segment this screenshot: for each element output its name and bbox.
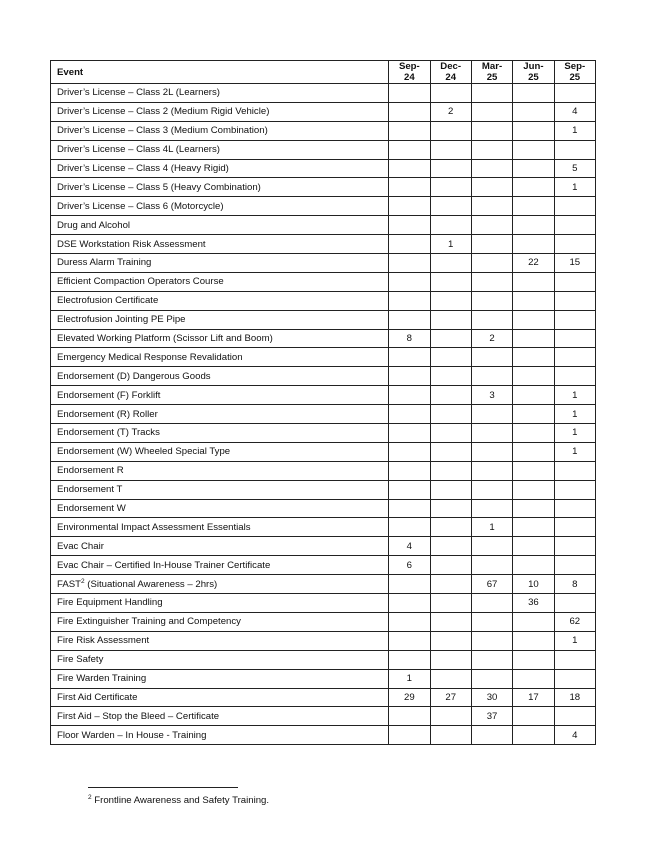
event-cell — [51, 707, 389, 726]
count-cell-jun-25 — [513, 348, 554, 367]
count-cell-mar-25 — [471, 612, 512, 631]
count-cell-sep-25 — [554, 140, 595, 159]
count-cell-jun-25 — [513, 461, 554, 480]
event-cell — [51, 480, 389, 499]
count-cell-sep-24 — [389, 197, 430, 216]
count-cell-dec-24 — [430, 575, 471, 594]
count-cell-sep-24: 8 — [389, 329, 430, 348]
count-cell-sep-24 — [389, 650, 430, 669]
count-cell-dec-24 — [430, 631, 471, 650]
count-cell-sep-25 — [554, 329, 595, 348]
count-cell-jun-25 — [513, 556, 554, 575]
count-cell-sep-24 — [389, 121, 430, 140]
count-cell-dec-24 — [430, 159, 471, 178]
count-cell-mar-25 — [471, 367, 512, 386]
count-cell-mar-25 — [471, 405, 512, 424]
table-row — [51, 140, 596, 159]
event-name: Efficient Compaction Operators Course — [57, 276, 224, 288]
count-cell-sep-25: 1 — [554, 631, 595, 650]
count-cell-dec-24 — [430, 461, 471, 480]
count-cell-dec-24 — [430, 556, 471, 575]
count-cell-sep-24 — [389, 159, 430, 178]
event-name: First Aid Certificate — [57, 691, 138, 703]
count-cell-sep-25 — [554, 537, 595, 556]
count-cell-mar-25 — [471, 197, 512, 216]
count-cell-sep-25 — [554, 367, 595, 386]
count-cell-sep-24: 4 — [389, 537, 430, 556]
count-cell-dec-24 — [430, 424, 471, 443]
count-cell-dec-24 — [430, 480, 471, 499]
table-row — [51, 537, 596, 556]
table-row — [51, 480, 596, 499]
event-cell — [51, 612, 389, 631]
count-cell-sep-25 — [554, 348, 595, 367]
count-cell-sep-24 — [389, 726, 430, 745]
count-cell-sep-24 — [389, 518, 430, 537]
event-cell — [51, 442, 389, 461]
event-cell — [51, 688, 389, 707]
table-row — [51, 329, 596, 348]
count-cell-jun-25 — [513, 669, 554, 688]
count-cell-sep-24 — [389, 348, 430, 367]
event-name: Driver’s License – Class 2L (Learners) — [57, 87, 220, 99]
count-cell-mar-25 — [471, 348, 512, 367]
event-cell — [51, 329, 389, 348]
count-cell-sep-24 — [389, 254, 430, 273]
event-cell — [51, 159, 389, 178]
count-cell-mar-25: 30 — [471, 688, 512, 707]
count-cell-jun-25 — [513, 480, 554, 499]
count-cell-jun-25 — [513, 102, 554, 121]
count-cell-sep-24 — [389, 575, 430, 594]
count-cell-sep-24: 29 — [389, 688, 430, 707]
table-row — [51, 291, 596, 310]
count-cell-jun-25 — [513, 140, 554, 159]
count-cell-dec-24 — [430, 348, 471, 367]
footnote-marker: 2 — [88, 793, 92, 801]
event-cell — [51, 556, 389, 575]
count-cell-jun-25 — [513, 235, 554, 254]
count-cell-jun-25 — [513, 310, 554, 329]
event-cell — [51, 669, 389, 688]
event-name: Elevated Working Platform (Scissor Lift and Boom) — [57, 333, 273, 345]
event-name: Endorsement (T) Tracks — [57, 427, 160, 439]
count-cell-mar-25 — [471, 140, 512, 159]
event-cell — [51, 254, 389, 273]
table-row — [51, 84, 596, 103]
table-row — [51, 707, 596, 726]
count-cell-jun-25 — [513, 405, 554, 424]
table-row — [51, 650, 596, 669]
count-cell-mar-25: 3 — [471, 386, 512, 405]
count-cell-jun-25 — [513, 329, 554, 348]
count-cell-mar-25 — [471, 254, 512, 273]
count-cell-sep-25 — [554, 197, 595, 216]
count-cell-mar-25: 1 — [471, 518, 512, 537]
count-cell-sep-24 — [389, 424, 430, 443]
event-name: Evac Chair – Certified In-House Trainer Certificate — [57, 559, 271, 571]
count-cell-sep-24 — [389, 612, 430, 631]
event-name: Environmental Impact Assessment Essentials — [57, 521, 251, 533]
event-cell — [51, 310, 389, 329]
count-cell-mar-25 — [471, 159, 512, 178]
count-cell-jun-25 — [513, 518, 554, 537]
table-row — [51, 612, 596, 631]
count-cell-mar-25 — [471, 726, 512, 745]
event-cell — [51, 537, 389, 556]
footnote-separator — [88, 787, 238, 788]
table-row — [51, 235, 596, 254]
count-cell-jun-25 — [513, 726, 554, 745]
event-cell — [51, 499, 389, 518]
table-row — [51, 594, 596, 613]
count-cell-mar-25 — [471, 556, 512, 575]
table-row — [51, 442, 596, 461]
count-cell-sep-24 — [389, 594, 430, 613]
count-cell-dec-24: 27 — [430, 688, 471, 707]
table-row — [51, 424, 596, 443]
count-cell-jun-25 — [513, 159, 554, 178]
count-cell-sep-24 — [389, 367, 430, 386]
count-cell-dec-24 — [430, 612, 471, 631]
count-cell-sep-24 — [389, 405, 430, 424]
event-name-suffix: (Situational Awareness – 2hrs) — [84, 578, 218, 590]
count-cell-sep-25 — [554, 461, 595, 480]
event-name: Endorsement (D) Dangerous Goods — [57, 370, 211, 382]
count-cell-dec-24 — [430, 367, 471, 386]
event-name: Drug and Alcohol — [57, 219, 131, 231]
count-cell-sep-25: 4 — [554, 102, 595, 121]
count-cell-sep-24 — [389, 707, 430, 726]
count-cell-sep-24 — [389, 461, 430, 480]
count-cell-mar-25 — [471, 102, 512, 121]
count-cell-sep-25 — [554, 480, 595, 499]
header-event: Event — [51, 61, 389, 84]
event-cell — [51, 121, 389, 140]
table-row — [51, 310, 596, 329]
event-name: First Aid – Stop the Bleed – Certificate — [57, 710, 220, 722]
count-cell-dec-24 — [430, 291, 471, 310]
count-cell-dec-24 — [430, 254, 471, 273]
count-cell-dec-24 — [430, 140, 471, 159]
event-cell — [51, 178, 389, 197]
event-cell — [51, 424, 389, 443]
event-cell — [51, 84, 389, 103]
event-name: Electrofusion Certificate — [57, 295, 159, 307]
event-cell — [51, 650, 389, 669]
count-cell-mar-25 — [471, 461, 512, 480]
count-cell-mar-25 — [471, 178, 512, 197]
count-cell-jun-25: 17 — [513, 688, 554, 707]
footnote-ref: 2 — [81, 577, 85, 585]
count-cell-mar-25 — [471, 480, 512, 499]
count-cell-sep-24 — [389, 178, 430, 197]
count-cell-jun-25 — [513, 537, 554, 556]
count-cell-sep-24 — [389, 499, 430, 518]
event-cell — [51, 140, 389, 159]
header-sep-24: Sep-24 — [389, 61, 430, 84]
header-dec-24: Dec-24 — [430, 61, 471, 84]
event-name: Endorsement (W) Wheeled Special Type — [57, 446, 231, 458]
table-row — [51, 461, 596, 480]
count-cell-dec-24 — [430, 518, 471, 537]
count-cell-dec-24 — [430, 84, 471, 103]
event-cell — [51, 726, 389, 745]
table-row — [51, 518, 596, 537]
count-cell-mar-25 — [471, 235, 512, 254]
event-name: Endorsement R — [57, 465, 124, 477]
event-name: Floor Warden – In House - Training — [57, 729, 207, 741]
count-cell-mar-25 — [471, 291, 512, 310]
event-name: Emergency Medical Response Revalidation — [57, 351, 243, 363]
event-cell — [51, 405, 389, 424]
table-row — [51, 348, 596, 367]
count-cell-jun-25 — [513, 499, 554, 518]
table-row — [51, 726, 596, 745]
count-cell-mar-25 — [471, 121, 512, 140]
count-cell-jun-25 — [513, 442, 554, 461]
count-cell-mar-25 — [471, 631, 512, 650]
count-cell-sep-25: 15 — [554, 254, 595, 273]
count-cell-dec-24 — [430, 310, 471, 329]
event-name: Driver’s License – Class 6 (Motorcycle) — [57, 200, 224, 212]
footnote-text: Frontline Awareness and Safety Training. — [91, 795, 270, 806]
table-row — [51, 367, 596, 386]
count-cell-sep-24 — [389, 235, 430, 254]
event-cell — [51, 216, 389, 235]
table-row — [51, 159, 596, 178]
table-row — [51, 386, 596, 405]
table-row — [51, 216, 596, 235]
table-row — [51, 669, 596, 688]
count-cell-sep-24: 1 — [389, 669, 430, 688]
table-row — [51, 254, 596, 273]
header-mar-25: Mar-25 — [471, 61, 512, 84]
table-row — [51, 575, 596, 594]
count-cell-dec-24 — [430, 442, 471, 461]
count-cell-dec-24 — [430, 197, 471, 216]
event-name: Endorsement W — [57, 503, 126, 515]
count-cell-mar-25: 2 — [471, 329, 512, 348]
event-name: Duress Alarm Training — [57, 257, 152, 269]
count-cell-mar-25: 37 — [471, 707, 512, 726]
event-cell — [51, 575, 389, 594]
count-cell-mar-25: 67 — [471, 575, 512, 594]
event-name: Fire Risk Assessment — [57, 635, 150, 647]
count-cell-sep-24 — [389, 216, 430, 235]
count-cell-sep-24 — [389, 310, 430, 329]
count-cell-mar-25 — [471, 499, 512, 518]
count-cell-mar-25 — [471, 669, 512, 688]
count-cell-sep-25 — [554, 499, 595, 518]
count-cell-jun-25 — [513, 272, 554, 291]
count-cell-sep-24 — [389, 84, 430, 103]
count-cell-sep-24 — [389, 480, 430, 499]
count-cell-sep-24 — [389, 442, 430, 461]
table-row — [51, 197, 596, 216]
count-cell-sep-24: 6 — [389, 556, 430, 575]
count-cell-dec-24 — [430, 386, 471, 405]
count-cell-dec-24 — [430, 594, 471, 613]
count-cell-dec-24 — [430, 537, 471, 556]
count-cell-jun-25 — [513, 386, 554, 405]
count-cell-mar-25 — [471, 424, 512, 443]
table-row — [51, 178, 596, 197]
count-cell-sep-25: 8 — [554, 575, 595, 594]
event-cell — [51, 518, 389, 537]
table-row — [51, 499, 596, 518]
table-row — [51, 631, 596, 650]
count-cell-sep-25 — [554, 594, 595, 613]
count-cell-sep-25: 18 — [554, 688, 595, 707]
event-cell — [51, 386, 389, 405]
count-cell-sep-24 — [389, 386, 430, 405]
count-cell-mar-25 — [471, 650, 512, 669]
count-cell-sep-25: 4 — [554, 726, 595, 745]
count-cell-dec-24 — [430, 216, 471, 235]
count-cell-jun-25 — [513, 367, 554, 386]
table-row — [51, 556, 596, 575]
count-cell-dec-24 — [430, 499, 471, 518]
count-cell-sep-24 — [389, 102, 430, 121]
header-sep-25: Sep-25 — [554, 61, 595, 84]
event-name: Endorsement T — [57, 484, 123, 496]
event-cell — [51, 291, 389, 310]
count-cell-jun-25 — [513, 291, 554, 310]
count-cell-mar-25 — [471, 272, 512, 291]
event-name: Driver’s License – Class 4L (Learners) — [57, 144, 220, 156]
event-name: Evac Chair — [57, 540, 104, 552]
event-name: Driver’s License – Class 5 (Heavy Combination) — [57, 181, 261, 193]
count-cell-sep-25 — [554, 291, 595, 310]
event-name: Fire Warden Training — [57, 673, 147, 685]
count-cell-jun-25 — [513, 121, 554, 140]
count-cell-jun-25 — [513, 216, 554, 235]
count-cell-sep-25 — [554, 707, 595, 726]
events-table — [50, 60, 596, 745]
event-cell — [51, 631, 389, 650]
count-cell-jun-25 — [513, 197, 554, 216]
count-cell-sep-25: 1 — [554, 424, 595, 443]
event-name: DSE Workstation Risk Assessment — [57, 238, 206, 250]
count-cell-jun-25: 22 — [513, 254, 554, 273]
count-cell-mar-25 — [471, 84, 512, 103]
count-cell-sep-25: 1 — [554, 442, 595, 461]
count-cell-sep-25: 1 — [554, 386, 595, 405]
event-cell — [51, 348, 389, 367]
event-name: Endorsement (F) Forklift — [57, 389, 161, 401]
count-cell-sep-25: 62 — [554, 612, 595, 631]
count-cell-jun-25 — [513, 84, 554, 103]
table-header-row — [51, 61, 596, 84]
event-cell — [51, 594, 389, 613]
event-name: Fire Safety — [57, 654, 104, 666]
table-row — [51, 102, 596, 121]
count-cell-sep-25 — [554, 518, 595, 537]
event-name: FAST — [57, 578, 81, 590]
count-cell-sep-25 — [554, 235, 595, 254]
count-cell-dec-24 — [430, 121, 471, 140]
event-name: Fire Equipment Handling — [57, 597, 163, 609]
count-cell-jun-25 — [513, 424, 554, 443]
count-cell-jun-25: 10 — [513, 575, 554, 594]
event-name: Driver’s License – Class 4 (Heavy Rigid) — [57, 163, 229, 174]
footnote — [88, 795, 269, 806]
count-cell-jun-25 — [513, 707, 554, 726]
event-name: Electrofusion Jointing PE Pipe — [57, 314, 186, 326]
count-cell-dec-24 — [430, 726, 471, 745]
event-cell — [51, 461, 389, 480]
event-name: Driver’s License – Class 2 (Medium Rigid Vehicle) — [57, 106, 270, 118]
count-cell-mar-25 — [471, 216, 512, 235]
header-jun-25: Jun-25 — [513, 61, 554, 84]
count-cell-sep-25 — [554, 84, 595, 103]
count-cell-sep-25 — [554, 216, 595, 235]
event-name: Fire Extinguisher Training and Competency — [57, 616, 241, 628]
count-cell-jun-25 — [513, 650, 554, 669]
count-cell-dec-24 — [430, 178, 471, 197]
table-row — [51, 688, 596, 707]
count-cell-sep-24 — [389, 140, 430, 159]
count-cell-jun-25 — [513, 631, 554, 650]
count-cell-dec-24 — [430, 329, 471, 348]
count-cell-sep-25: 1 — [554, 178, 595, 197]
count-cell-sep-25: 5 — [554, 159, 595, 178]
count-cell-jun-25 — [513, 178, 554, 197]
event-name: Driver’s License – Class 3 (Medium Combination) — [57, 125, 268, 137]
count-cell-mar-25 — [471, 537, 512, 556]
count-cell-dec-24: 1 — [430, 235, 471, 254]
count-cell-dec-24 — [430, 405, 471, 424]
count-cell-mar-25 — [471, 594, 512, 613]
count-cell-dec-24 — [430, 707, 471, 726]
event-cell — [51, 235, 389, 254]
event-cell — [51, 197, 389, 216]
table-row — [51, 272, 596, 291]
count-cell-jun-25: 36 — [513, 594, 554, 613]
count-cell-jun-25 — [513, 612, 554, 631]
table-row — [51, 405, 596, 424]
count-cell-sep-25 — [554, 669, 595, 688]
count-cell-sep-24 — [389, 291, 430, 310]
count-cell-mar-25 — [471, 442, 512, 461]
count-cell-sep-24 — [389, 272, 430, 291]
count-cell-sep-25 — [554, 310, 595, 329]
count-cell-dec-24: 2 — [430, 102, 471, 121]
count-cell-dec-24 — [430, 272, 471, 291]
count-cell-dec-24 — [430, 650, 471, 669]
count-cell-sep-25 — [554, 650, 595, 669]
event-cell — [51, 102, 389, 121]
event-cell — [51, 367, 389, 386]
count-cell-sep-25 — [554, 556, 595, 575]
count-cell-dec-24 — [430, 669, 471, 688]
count-cell-sep-25: 1 — [554, 121, 595, 140]
event-name: Endorsement (R) Roller — [57, 408, 158, 420]
count-cell-sep-25: 1 — [554, 405, 595, 424]
count-cell-sep-25 — [554, 272, 595, 291]
table-row — [51, 121, 596, 140]
count-cell-mar-25 — [471, 310, 512, 329]
count-cell-sep-24 — [389, 631, 430, 650]
event-cell — [51, 272, 389, 291]
